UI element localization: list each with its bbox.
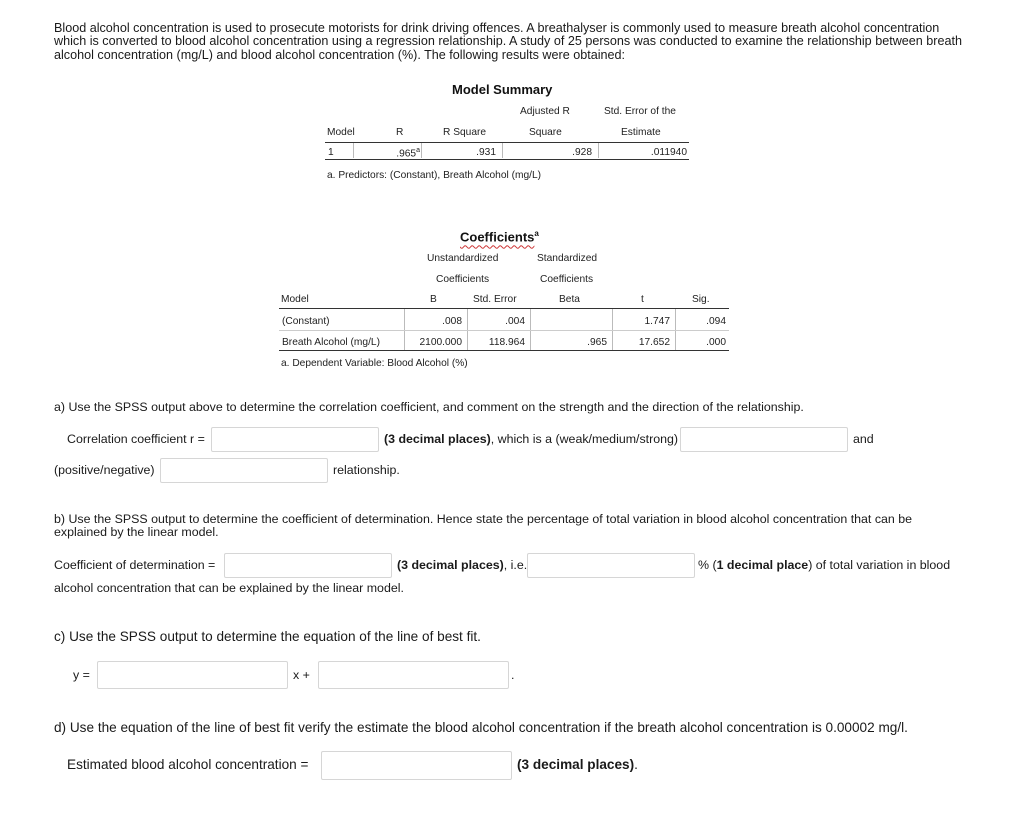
ms-header-r-square: R Square bbox=[443, 127, 487, 138]
ms-footnote: a. Predictors: (Constant), Breath Alcohol (mg/L) bbox=[327, 170, 542, 181]
coef-row-t: 17.652 bbox=[638, 337, 670, 348]
ms-bottom-rule bbox=[325, 159, 689, 160]
model-summary-title: Model Summary bbox=[452, 82, 553, 97]
percentage-input[interactable] bbox=[527, 553, 695, 578]
coef-header-sig: Sig. bbox=[692, 294, 710, 305]
ms-header-se2: Estimate bbox=[621, 127, 661, 138]
part-d-dp-text: (3 decimal places). bbox=[517, 757, 638, 772]
part-b-question: b) Use the SPSS output to determine the coefficient of determination. Hence state the percentage of total variation in blood alcohol concentration that can be explained by the linear model. bbox=[54, 512, 913, 539]
direction-input[interactable] bbox=[160, 458, 328, 483]
ms-header-model: Model bbox=[327, 127, 355, 138]
part-a-question: a) Use the SPSS output above to determine the correlation coefficient, and comment on the strength and the direction of the relationship. bbox=[54, 400, 804, 414]
coef-header-unstd2: Coefficients bbox=[436, 274, 490, 285]
cod-label: Coefficient of determination = bbox=[54, 558, 216, 572]
correlation-label: Correlation coefficient r = bbox=[67, 432, 205, 446]
ms-header-adj1: Adjusted R bbox=[520, 106, 570, 117]
ms-col-divider bbox=[353, 143, 354, 158]
correlation-input[interactable] bbox=[211, 427, 379, 452]
part-b-pct-text: % (1 decimal place) of total variation in blood bbox=[698, 558, 951, 572]
relationship-text: relationship. bbox=[333, 463, 400, 477]
coef-header-rule bbox=[279, 308, 729, 309]
ms-row-adj: .928 bbox=[572, 147, 592, 158]
cod-input[interactable] bbox=[224, 553, 392, 578]
coef-row-se: .004 bbox=[505, 316, 525, 327]
ms-row-model: 1 bbox=[328, 147, 334, 158]
ms-header-adj2: Square bbox=[529, 127, 562, 138]
intro-paragraph: Blood alcohol concentration is used to prosecute motorists for drink driving offences. A breathalyser is commonly used to measure breath alcohol concentration which is converted to blood alcohol concentration using a regression relationship. A study of 25 persons was conducted to examine the relationship between breath alcohol concentration (mg/L) and blood alcohol concentration (%). The following results were obtained: bbox=[54, 21, 963, 62]
estimate-label: Estimated blood alcohol concentration = bbox=[67, 757, 309, 772]
coefficients-title: Coefficients$^a$ bbox=[460, 229, 539, 245]
ms-row-r: .965$^a$ bbox=[396, 147, 420, 160]
part-b-dp-text: (3 decimal places), i.e. bbox=[397, 558, 528, 572]
coef-row-beta: .965 bbox=[587, 337, 607, 348]
coef-header-std1: Standardized bbox=[537, 253, 598, 264]
coef-header-beta: Beta bbox=[559, 294, 580, 305]
intercept-input[interactable] bbox=[318, 661, 509, 689]
ms-col-divider bbox=[421, 143, 422, 158]
coef-header-std2: Coefficients bbox=[540, 274, 594, 285]
coef-row-rule bbox=[279, 330, 729, 331]
and-text: and bbox=[853, 432, 874, 446]
coef-row-b: .008 bbox=[442, 316, 462, 327]
part-a-dp-text: (3 decimal places), which is a (weak/medium/strong) bbox=[384, 432, 679, 446]
ms-col-divider bbox=[502, 143, 503, 158]
slope-input[interactable] bbox=[97, 661, 288, 689]
coef-header-unstd1: Unstandardized bbox=[427, 253, 499, 264]
ms-row-se: .011940 bbox=[650, 147, 687, 158]
coef-row-sig: .000 bbox=[706, 337, 726, 348]
coef-header-model: Model bbox=[281, 294, 309, 305]
estimate-input[interactable] bbox=[321, 751, 512, 780]
coef-row-se: 118.964 bbox=[488, 337, 525, 348]
coef-row-b: 2100.000 bbox=[419, 337, 462, 348]
x-plus-label: x + bbox=[293, 668, 310, 682]
ms-header-r: R bbox=[396, 127, 404, 138]
coef-header-b: B bbox=[430, 294, 437, 305]
part-c-period: . bbox=[511, 668, 515, 682]
ms-col-divider bbox=[598, 143, 599, 158]
coef-row-t: 1.747 bbox=[644, 316, 670, 327]
part-c-question: c) Use the SPSS output to determine the equation of the line of best fit. bbox=[54, 629, 481, 644]
part-b-line2: alcohol concentration that can be explained by the linear model. bbox=[54, 581, 404, 595]
coef-header-t: t bbox=[641, 294, 644, 305]
ms-header-se1: Std. Error of the bbox=[604, 106, 676, 117]
ms-header-rule bbox=[325, 142, 689, 143]
coef-footnote: a. Dependent Variable: Blood Alcohol (%) bbox=[281, 358, 468, 369]
direction-label: (positive/negative) bbox=[54, 463, 155, 477]
coef-row-label: (Constant) bbox=[282, 316, 330, 327]
strength-input[interactable] bbox=[680, 427, 848, 452]
coef-bottom-rule bbox=[279, 350, 729, 351]
coef-row-sig: .094 bbox=[706, 316, 726, 327]
ms-row-r-square: .931 bbox=[476, 147, 496, 158]
y-label: y = bbox=[73, 668, 90, 682]
coef-row-label: Breath Alcohol (mg/L) bbox=[282, 337, 380, 348]
part-d-question: d) Use the equation of the line of best fit verify the estimate the blood alcohol concentration if the breath alcohol concentration is 0.00002 mg/l. bbox=[54, 720, 908, 735]
coef-header-std-error: Std. Error bbox=[473, 294, 517, 305]
